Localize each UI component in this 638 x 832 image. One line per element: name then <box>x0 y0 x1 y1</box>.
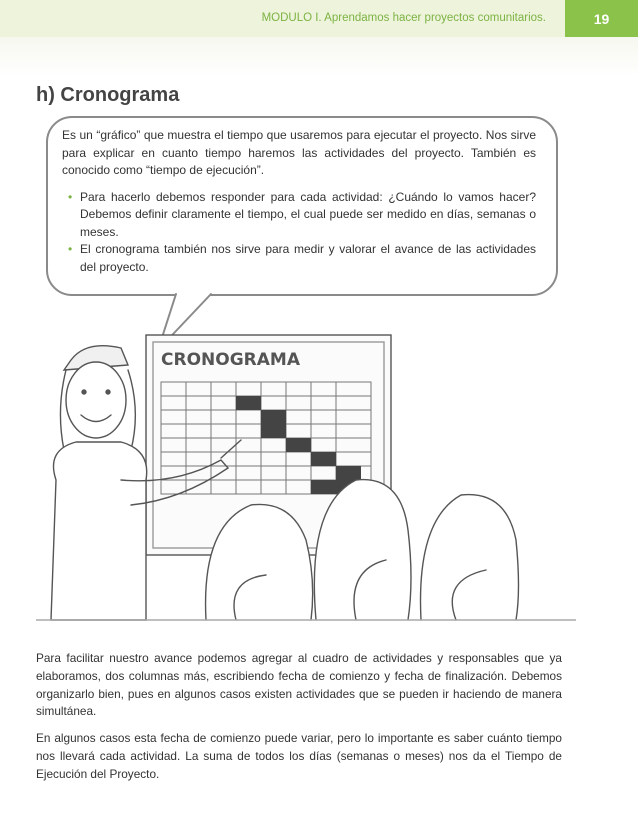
page-number: 19 <box>565 0 638 37</box>
board-title: CRONOGRAMA <box>161 350 300 370</box>
classroom-illustration <box>36 290 576 640</box>
body-paragraph: Para facilitar nuestro avance podemos agregar al cuadro de actividades y responsables que ya elaboramos, dos columnas más, escribiendo fecha de comienzo y fecha de finalización. Debemos organizarlo bien, pues en algunos casos existen actividades que se pueden ir haciendo de manera simultánea. <box>36 651 562 719</box>
body-text <box>36 650 562 793</box>
bubble-bullet-text: El cronograma también nos sirve para medir y valorar el avance de las actividades del proyecto. <box>80 242 536 274</box>
body-paragraph: En algunos casos esta fecha de comienzo puede variar, pero lo importante es saber cuánto tiempo nos llevará cada actividad. La suma de todos los días (semanas o meses) nos da el Tiempo de Ejecución del Proyecto. <box>36 731 562 781</box>
bubble-intro: Es un “gráfico” que muestra el tiempo que usaremos para ejecutar el proyecto. Nos sirve para explicar en cuanto tiempo haremos las actividades del proyecto. También es conocido como “tiempo de ejecución”. <box>62 128 536 177</box>
bullet-icon: • <box>68 242 73 256</box>
bubble-bullet-text: Para hacerlo debemos responder para cada actividad: ¿Cuándo lo vamos hacer? Debemos definir claramente el tiempo, el cual puede ser medido en días, semanas o meses. <box>80 189 536 239</box>
bullet-icon: • <box>68 189 73 204</box>
bubble-bullet-item <box>68 241 536 276</box>
header-shadow <box>0 37 638 77</box>
bubble-bullet-item <box>68 189 536 242</box>
section-title: h) Cronograma <box>36 84 180 106</box>
module-title: MODULO I. Aprendamos hacer proyectos comunitarios. <box>261 12 546 24</box>
bubble-bullet-list <box>62 189 536 277</box>
speech-bubble-text <box>62 127 536 276</box>
